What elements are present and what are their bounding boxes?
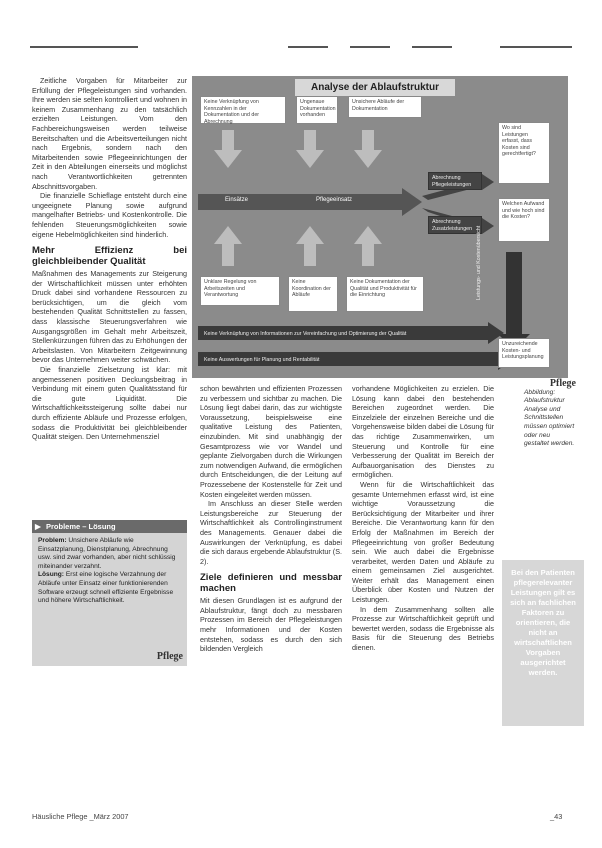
bottom-bar-2-label: Keine Auswertungen für Planung und Rentabilität (200, 354, 495, 366)
diagram-box-top-2: Ungenaue Dokumentation vorhanden (296, 96, 338, 124)
body-paragraph: Wenn für die Wirtschaftlichkeit das gesamte Unternehmen erfasst wird, ist eine wichtige Voraussetzung die Berücksichtigung der Mitarbeiter und ihrer Bereiche. Die Verantwortung kann für den Erfolg der Maßnahmen im Bereich der Pflegeeinrichtung von großer Bedeutung sein. Wie auch dabei die Ergebnisse verarbeitet, werden Daten und Abläufe zu einem gemeinsamen Ziel ausgerichtet. Weiter erhält das Management einen Überblick über Kosten und Nutzen der Leistungen. (352, 479, 494, 605)
footer-left: Häusliche Pflege _März 2007 (32, 812, 129, 821)
flow-label-einsaetze: Einsätze (225, 197, 249, 203)
column1-top (32, 76, 187, 442)
body-paragraph: schon bewährten und effizienten Prozessen zu verbessern und sichtbar zu machen. Die Lösung liegt dabei darin, das zur wichtigste Voraussetzung, beispielsweise eine qualitative Leistung des Patienten, einzubinden. Mit sind unabhängig der Gesamtprozess wie vor Wandel und geplante Zielvorgaben durch die Wirkungen zum notwendigen Aufwand, die ermöglichen durch Entscheidungen, die der Leitung auf Prozessebene der Kostenstelle für Zeit und Kosten eingeleitet werden müssen. (200, 384, 342, 499)
column2 (200, 384, 342, 654)
down-arrow-icon (296, 130, 324, 168)
diagram-box-right-top: Wo sind Leistungen erfasst, dass Kosten sind gerechtfertigt? (498, 122, 550, 184)
body-paragraph: Die finanzielle Schieflage entsteht durch eine ungeeignete Planung sowie aufgrund mangelhafter Betriebs- und Kostenkontrolle. Die fehlenden Steuerungsmöglichkeiten sowie eigene Hebelmöglichkeiten sind hinderlich. (32, 191, 187, 239)
box-body: Problem: Unsichere Abläufe wie Einsatzplanung, Dienstplanung, Abrechnung usw. sind zwar vorhanden, aber nicht schlüssig miteinander verzahnt. Lösung: Erst eine logische Verzahnung der Abläufe unter Einsatz einer funktionierenden Software erzeugt schnell effiziente Ergebnisse und höhere Wirtschaftlichkeit. (38, 537, 176, 605)
diagram-out-1: Abrechnung Pflegeleistungen (428, 172, 482, 190)
diagram-out-2: Abrechnung Zusatzleistungen (428, 216, 482, 234)
pflege-logo: Pflege (549, 378, 576, 389)
body-paragraph: Mit diesen Grundlagen ist es aufgrund der Ablaufstruktur, fängt doch zu messbaren Prozessen im Bereich der Pflegeleistungen mehr Informationen und der Kosten entstehen, sodass es durch den sich bildenden Vergleich (200, 596, 342, 654)
up-arrow-icon (296, 226, 324, 266)
box-title: ▶ Probleme – Lösung (32, 520, 187, 533)
bottom-bar-1-label: Keine Verknüpfung von Informationen zur Vereinfachung und Optimierung der Qualität (200, 328, 485, 340)
body-paragraph: Zeitliche Vorgaben für Mitarbeiter zur Erfüllung der Pflegeleistungen sind vorhanden. Ihre werden sie selten kontrolliert und wohnen in keinem Zusammenhang zu den tatsächlich erzielten Leistungen. Vom den Fachbereichungsweisen werden teilweise Bereitschaften und die Arbeitsverteilungen nicht nach Ergebnis, sondern nach den Mitarbeitenden sowie Pflegeeinrichtungen der Zeit in den Abteilungen einerseits und möglichst nach Verantwortlichkeiten getrennten Abschnittsvorgaben. (32, 76, 187, 191)
up-arrow-icon (214, 226, 242, 266)
body-paragraph: Die finanzielle Zielsetzung ist klar: mit angemessenen positiven Deckungsbeitrag in Verbindung mit einem guten Qualitätsstand für die gute Liquidität. Die Wirtschaftlichkeitssteigerung sollte dabei nur durch effiziente Abläufe und Prozesse erfolgen, sodass die Produktivität bei gleichbleibender Qualität steigen. Den Unternehmensziel (32, 365, 187, 442)
diagram-box-bottom-1: Unklare Regelung von Arbeitszeiten und Verantwortung (200, 276, 280, 306)
pull-quote: Bei den Patienten pflegerelevanter Leistungen gilt es sich an fachlichen Faktoren zu orientieren, die nicht an wirtschaftlichen Vorgaben ausgerichtet werden. (510, 568, 576, 677)
body-paragraph: Maßnahmen des Managements zur Steigerung der Wirtschaftlichkeit müssen unter erhöhten Druck dabei sind vorhandene Ressourcen zu berücksichtigen, um die gleich vom bestehenden Qualität Schnittstellen zu fassen, dass klassische Steuerungsverfahren wie Ausgangsgrößen im Gehalt mehr Arbeitszeit, Stellenkürzungen führen das zu Erhöhungen der Arbeitslasten. Von Mitarbeitern Zeitgewinnung bevor das Unternehmen weiter schwächen. (32, 269, 187, 365)
down-arrow-icon (214, 130, 242, 168)
body-paragraph: In dem Zusammenhang sollten alle Prozesse zur Wirtschaftlichkeit geprüft und bewertet werden, sodass die Ergebnisse als Basis für die Steuerung des Betriebs dienen. (352, 604, 494, 653)
section-heading: Ziele definieren und messbar machen (200, 572, 342, 595)
vertical-arrow (498, 252, 530, 350)
triangle-icon: ▶ (35, 522, 41, 531)
vertical-arrow-label: Leistungs- und Kostenübersicht (476, 225, 482, 300)
section-heading: Mehr Effizienz bei gleichbleibender Qualität (32, 245, 187, 268)
header-rule-mid1 (288, 46, 328, 48)
body-paragraph: Im Anschluss an dieser Stelle werden Leistungsbereiche zur Steuerung der Wirtschaftlichkeit als Controllinginstrument des Managements. Genauer dabei die Auswirkungen der Verknüpfung, es dabei die sich daraus ergebende Ablaufstruktur (S. 2). (200, 499, 342, 566)
header-rule-mid3 (412, 46, 452, 48)
diagram-box-bottom-3: Keine Dokumentation der Qualität und Produktivität für die Einrichtung (346, 276, 424, 312)
header-rule-mid2 (350, 46, 390, 48)
header-rule-left (30, 46, 138, 48)
caption: Pflege Abbildung: Ablaufstruktur Analyse und Schnittstellen müssen optimiert oder neu gestaltet werden. (524, 378, 576, 448)
diagram-box-right-mid: Welchen Aufwand und wie hoch sind die Kosten? (498, 198, 550, 242)
footer-page-number: _43 (550, 812, 563, 821)
diagram-box-top-3: Unsichere Abläufe der Dokumentation (348, 96, 422, 118)
pflege-logo: Pflege (156, 651, 183, 662)
diagram-box-top-1: Keine Verknüpfung von Kennzahlen in der Dokumentation und der Abrechnung (200, 96, 286, 124)
diagram-title: Analyse der Ablaufstruktur (295, 79, 455, 96)
problem-solution-box (32, 520, 187, 666)
diagram-box-right-bottom: Unzureichende Kosten- und Leistungsplanung (498, 338, 550, 368)
down-arrow-icon (354, 130, 382, 168)
column3 (352, 384, 494, 653)
flow-label-pflegeeinsatz: Pflegeeinsatz (316, 197, 353, 203)
diagram-box-bottom-2: Keine Koordination der Abläufe (288, 276, 338, 312)
up-arrow-icon (354, 226, 382, 266)
header-rule-right (500, 46, 572, 48)
body-paragraph: vorhandene Möglichkeiten zu erzielen. Die Lösung kann dabei den bestehenden Bereichen zugeordnet werden. Die Einzelziele der einzelnen Bereiche und die Vorgehensweise bilden dabei die Lösung für das richtige Zusammenwirken, um Steuerung und Kontrolle für eine Verbesserung der Qualität im Bereich der Aufbauorganisation des Dienstes zu ermöglichen. (352, 384, 494, 480)
